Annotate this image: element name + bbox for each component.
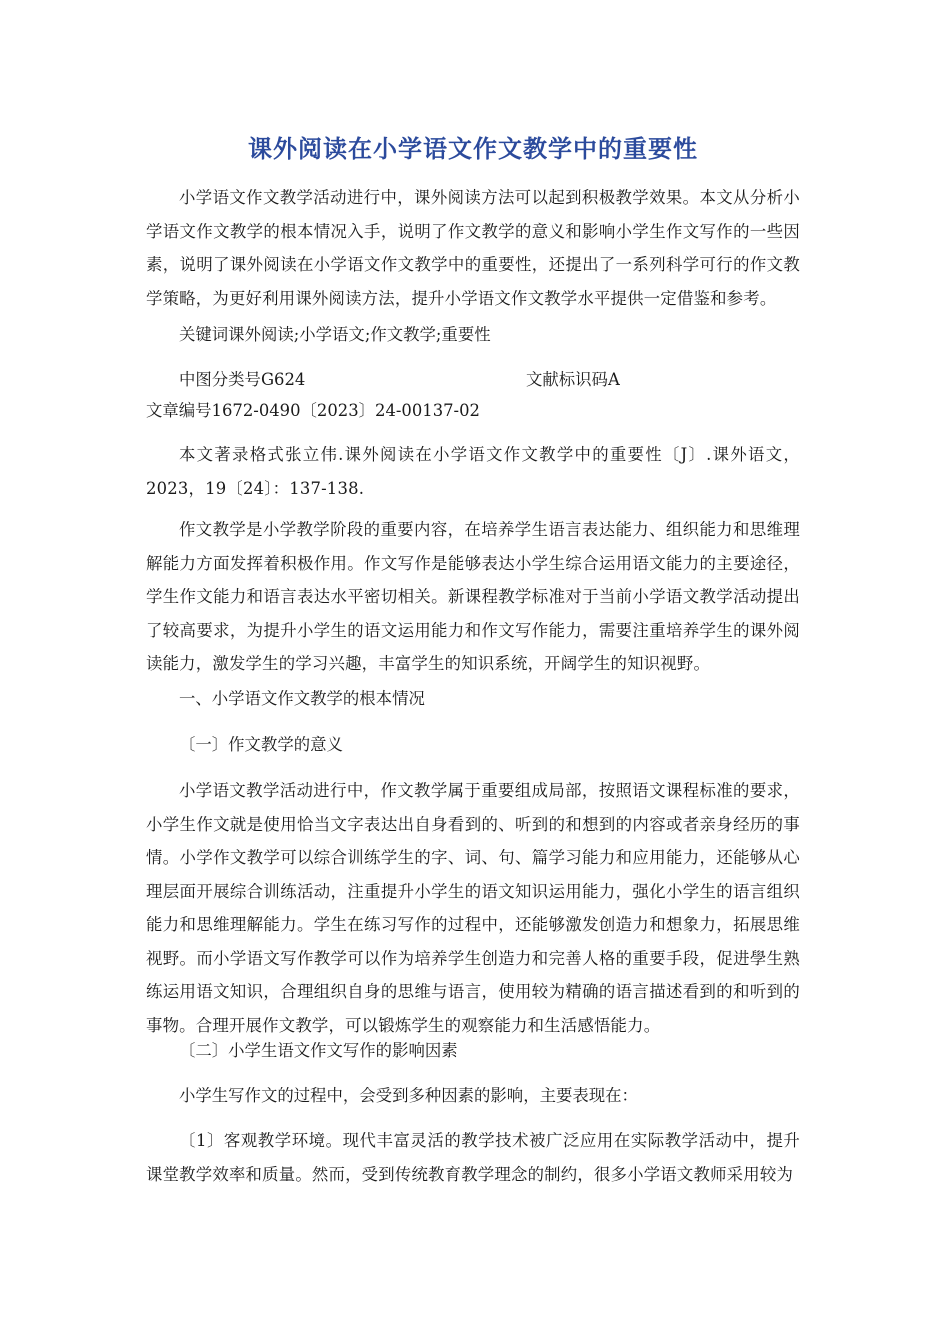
section-heading: 一、小学语文作文教学的根本情况 [179, 689, 425, 708]
abstract-paragraph: 小学语文作文教学活动进行中，课外阅读方法可以起到积极教学效果。本文从分析小学语文作文教学的根本情况入手，说明了作文教学的意义和影响小学生作文写作的一些因素，说明了课外阅读在小学语文作文教学中的重要性，还提出了一系列科学可行的作文教学策略，为更好利用课外阅读方法，提升小学语文作文教学水平提供一定借鉴和参考。 [146, 188, 800, 308]
subsection-heading: 〔二〕小学生语文作文写作的影响因素 [179, 1041, 458, 1060]
subsection-body: 小学语文教学活动进行中，作文教学属于重要组成局部，按照语文课程标准的要求，小学生作文就是使用恰当文字表达出自身看到的、听到的和想到的内容或者亲身经历的事情。小学作文教学可以综合训练学生的字、词、句、篇学习能力和应用能力，还能够从心理层面开展综合训练活动，注重提升小学生的语文知识运用能力，强化小学生的语言组织能力和思维理解能力。学生在练习写作的过程中，还能够激发创造力和想象力，拓展思维视野。而小学语文写作教学可以作为培养学生创造力和完善人格的重要手段，促进學生熟练运用语文知识，合理组织自身的思维与语言，使用较为精确的语言描述看到的和听到的事物。合理开展作文教学，可以锻炼学生的观察能力和生活感悟能力。 [146, 781, 800, 1035]
subsection-intro: 小学生写作文的过程中，会受到多种因素的影响，主要表现在： [179, 1086, 638, 1105]
document-code: 文献标识码A [526, 370, 620, 389]
citation-paragraph: 本文著录格式张立伟.课外阅读在小学语文作文教学中的重要性〔J〕.课外语文，2023，19〔24〕：137-138. [146, 445, 800, 498]
subsection-heading: 〔一〕作文教学的意义 [179, 735, 343, 754]
article-number: 文章编号1672-0490〔2023〕24-00137-02 [146, 401, 480, 420]
document-title: 课外阅读在小学语文作文教学中的重要性 [248, 135, 698, 163]
intro-paragraph: 作文教学是小学教学阶段的重要内容，在培养学生语言表达能力、组织能力和思维理解能力方面发挥着积极作用。作文写作是能够表达小学生综合运用语文能力的主要途径，学生作文能力和语言表达水平密切相关。新课程教学标准对于当前小学语文教学活动提出了较高要求，为提升小学生的语文运用能力和作文写作能力，需要注重培养学生的课外阅读能力，激发学生的学习兴趣，丰富学生的知识系统，开阔学生的知识视野。 [146, 520, 800, 673]
factor-paragraph: 〔1〕客观教学环境。现代丰富灵活的教学技术被广泛应用在实际教学活动中，提升课堂教学效率和质量。然而，受到传统教育教学理念的制约，很多小学语文教师采用较为 [146, 1131, 800, 1184]
keywords-line: 关键词课外阅读;小学语文;作文教学;重要性 [179, 325, 491, 344]
clc-number: 中图分类号G624 [179, 370, 306, 389]
